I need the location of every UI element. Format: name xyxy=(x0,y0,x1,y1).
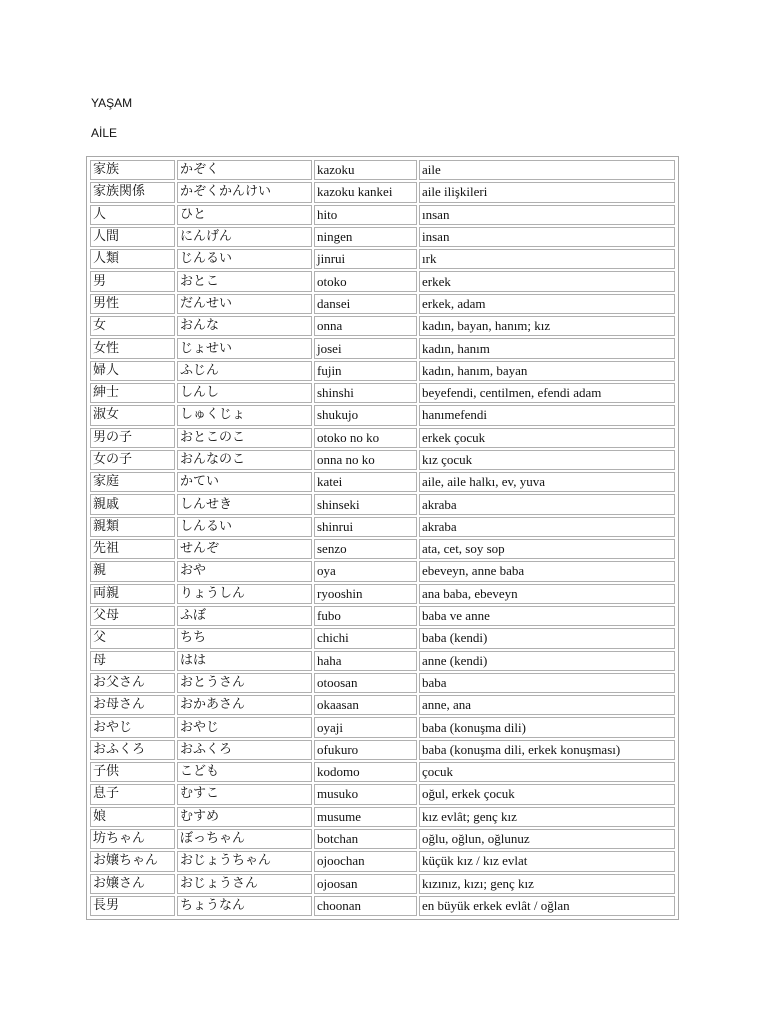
kana-cell: じんるい xyxy=(177,249,312,269)
kanji-cell: 男 xyxy=(90,271,175,291)
kanji-cell: 人類 xyxy=(90,249,175,269)
table-row xyxy=(90,561,675,581)
kana-cell: ちょうなん xyxy=(177,896,312,916)
romaji-cell: ofukuro xyxy=(314,740,417,760)
table-row xyxy=(90,383,675,403)
meaning-cell: akraba xyxy=(419,494,675,514)
kana-cell: おんな xyxy=(177,316,312,336)
table-row xyxy=(90,695,675,715)
kana-cell: おかあさん xyxy=(177,695,312,715)
table-row xyxy=(90,651,675,671)
kanji-cell: 両親 xyxy=(90,584,175,604)
meaning-cell: baba xyxy=(419,673,675,693)
kanji-cell: 母 xyxy=(90,651,175,671)
kanji-cell: 先祖 xyxy=(90,539,175,559)
romaji-cell: okaasan xyxy=(314,695,417,715)
romaji-cell: otoko xyxy=(314,271,417,291)
romaji-cell: shinrui xyxy=(314,517,417,537)
kana-cell: しんるい xyxy=(177,517,312,537)
romaji-cell: onna xyxy=(314,316,417,336)
section-title: YAŞAM xyxy=(91,96,133,110)
meaning-cell: kız çocuk xyxy=(419,450,675,470)
kana-cell: しんせき xyxy=(177,494,312,514)
kanji-cell: 子供 xyxy=(90,762,175,782)
table-row xyxy=(90,428,675,448)
kana-cell: おとうさん xyxy=(177,673,312,693)
meaning-cell: aile xyxy=(419,160,675,180)
meaning-cell: kadın, hanım, bayan xyxy=(419,361,675,381)
meaning-cell: ana baba, ebeveyn xyxy=(419,584,675,604)
romaji-cell: oya xyxy=(314,561,417,581)
meaning-cell: insan xyxy=(419,227,675,247)
kanji-cell: お母さん xyxy=(90,695,175,715)
kanji-cell: 親戚 xyxy=(90,494,175,514)
table-row xyxy=(90,539,675,559)
table-row xyxy=(90,807,675,827)
meaning-cell: baba (kendi) xyxy=(419,628,675,648)
table-row xyxy=(90,450,675,470)
romaji-cell: fujin xyxy=(314,361,417,381)
table-row xyxy=(90,896,675,916)
meaning-cell: küçük kız / kız evlat xyxy=(419,851,675,871)
table-row xyxy=(90,205,675,225)
table-row xyxy=(90,160,675,180)
romaji-cell: jinrui xyxy=(314,249,417,269)
kanji-cell: 婦人 xyxy=(90,361,175,381)
table-row xyxy=(90,182,675,202)
romaji-cell: ojoochan xyxy=(314,851,417,871)
table-row xyxy=(90,316,675,336)
kana-cell: おじょうさん xyxy=(177,874,312,894)
vocabulary-table-body xyxy=(90,160,675,916)
kanji-cell: 坊ちゃん xyxy=(90,829,175,849)
kana-cell: かぞく xyxy=(177,160,312,180)
romaji-cell: fubo xyxy=(314,606,417,626)
romaji-cell: shinshi xyxy=(314,383,417,403)
table-row xyxy=(90,405,675,425)
table-row xyxy=(90,517,675,537)
kanji-cell: 男性 xyxy=(90,294,175,314)
kana-cell: しんし xyxy=(177,383,312,403)
kana-cell: じょせい xyxy=(177,338,312,358)
romaji-cell: josei xyxy=(314,338,417,358)
kanji-cell: 女の子 xyxy=(90,450,175,470)
romaji-cell: ningen xyxy=(314,227,417,247)
meaning-cell: baba ve anne xyxy=(419,606,675,626)
romaji-cell: senzo xyxy=(314,539,417,559)
kana-cell: だんせい xyxy=(177,294,312,314)
meaning-cell: kadın, hanım xyxy=(419,338,675,358)
kana-cell: かてい xyxy=(177,472,312,492)
table-row xyxy=(90,249,675,269)
romaji-cell: otoosan xyxy=(314,673,417,693)
meaning-cell: anne (kendi) xyxy=(419,651,675,671)
romaji-cell: kazoku kankei xyxy=(314,182,417,202)
meaning-cell: erkek, adam xyxy=(419,294,675,314)
kanji-cell: 娘 xyxy=(90,807,175,827)
kana-cell: おとこのこ xyxy=(177,428,312,448)
kanji-cell: 長男 xyxy=(90,896,175,916)
romaji-cell: katei xyxy=(314,472,417,492)
meaning-cell: kız evlât; genç kız xyxy=(419,807,675,827)
meaning-cell: ata, cet, soy sop xyxy=(419,539,675,559)
kanji-cell: 紳士 xyxy=(90,383,175,403)
kana-cell: むすめ xyxy=(177,807,312,827)
kanji-cell: お嬢ちゃん xyxy=(90,851,175,871)
kanji-cell: 親類 xyxy=(90,517,175,537)
table-row xyxy=(90,584,675,604)
meaning-cell: oğlu, oğlun, oğlunuz xyxy=(419,829,675,849)
romaji-cell: musume xyxy=(314,807,417,827)
kanji-cell: 女 xyxy=(90,316,175,336)
table-row xyxy=(90,717,675,737)
kana-cell: おんなのこ xyxy=(177,450,312,470)
meaning-cell: aile ilişkileri xyxy=(419,182,675,202)
meaning-cell: ebeveyn, anne baba xyxy=(419,561,675,581)
table-row xyxy=(90,740,675,760)
meaning-cell: erkek xyxy=(419,271,675,291)
table-row xyxy=(90,874,675,894)
table-row xyxy=(90,361,675,381)
meaning-cell: hanımefendi xyxy=(419,405,675,425)
kanji-cell: お父さん xyxy=(90,673,175,693)
meaning-cell: aile, aile halkı, ev, yuva xyxy=(419,472,675,492)
table-row xyxy=(90,271,675,291)
kana-cell: ちち xyxy=(177,628,312,648)
romaji-cell: onna no ko xyxy=(314,450,417,470)
table-row xyxy=(90,628,675,648)
kana-cell: ふじん xyxy=(177,361,312,381)
meaning-cell: baba (konuşma dili, erkek konuşması) xyxy=(419,740,675,760)
kana-cell: おや xyxy=(177,561,312,581)
vocabulary-table xyxy=(88,158,677,918)
table-row xyxy=(90,294,675,314)
table-row xyxy=(90,829,675,849)
kanji-cell: お嬢さん xyxy=(90,874,175,894)
meaning-cell: akraba xyxy=(419,517,675,537)
romaji-cell: oyaji xyxy=(314,717,417,737)
kanji-cell: 家庭 xyxy=(90,472,175,492)
meaning-cell: oğul, erkek çocuk xyxy=(419,784,675,804)
kana-cell: はは xyxy=(177,651,312,671)
kanji-cell: 父 xyxy=(90,628,175,648)
table-row xyxy=(90,227,675,247)
kanji-cell: 女性 xyxy=(90,338,175,358)
kanji-cell: 家族 xyxy=(90,160,175,180)
romaji-cell: dansei xyxy=(314,294,417,314)
kanji-cell: 息子 xyxy=(90,784,175,804)
kanji-cell: 男の子 xyxy=(90,428,175,448)
romaji-cell: haha xyxy=(314,651,417,671)
table-row xyxy=(90,851,675,871)
subsection-title: AİLE xyxy=(91,126,118,140)
table-row xyxy=(90,673,675,693)
kana-cell: こども xyxy=(177,762,312,782)
meaning-cell: beyefendi, centilmen, efendi adam xyxy=(419,383,675,403)
kanji-cell: おやじ xyxy=(90,717,175,737)
table-row xyxy=(90,606,675,626)
kana-cell: しゅくじょ xyxy=(177,405,312,425)
kanji-cell: 家族関係 xyxy=(90,182,175,202)
kana-cell: かぞくかんけい xyxy=(177,182,312,202)
kanji-cell: 人 xyxy=(90,205,175,225)
romaji-cell: hito xyxy=(314,205,417,225)
kana-cell: おとこ xyxy=(177,271,312,291)
romaji-cell: musuko xyxy=(314,784,417,804)
table-row xyxy=(90,494,675,514)
romaji-cell: shinseki xyxy=(314,494,417,514)
kana-cell: おじょうちゃん xyxy=(177,851,312,871)
table-row xyxy=(90,338,675,358)
romaji-cell: otoko no ko xyxy=(314,428,417,448)
table-row xyxy=(90,762,675,782)
kana-cell: ひと xyxy=(177,205,312,225)
kanji-cell: 人間 xyxy=(90,227,175,247)
kanji-cell: 淑女 xyxy=(90,405,175,425)
table-row xyxy=(90,784,675,804)
kana-cell: せんぞ xyxy=(177,539,312,559)
kana-cell: むすこ xyxy=(177,784,312,804)
romaji-cell: botchan xyxy=(314,829,417,849)
kana-cell: りょうしん xyxy=(177,584,312,604)
romaji-cell: ryooshin xyxy=(314,584,417,604)
kanji-cell: 親 xyxy=(90,561,175,581)
table-row xyxy=(90,472,675,492)
kana-cell: ふぼ xyxy=(177,606,312,626)
meaning-cell: en büyük erkek evlât / oğlan xyxy=(419,896,675,916)
kana-cell: ぼっちゃん xyxy=(177,829,312,849)
romaji-cell: choonan xyxy=(314,896,417,916)
meaning-cell: ınsan xyxy=(419,205,675,225)
kanji-cell: おふくろ xyxy=(90,740,175,760)
meaning-cell: ırk xyxy=(419,249,675,269)
kanji-cell: 父母 xyxy=(90,606,175,626)
romaji-cell: shukujo xyxy=(314,405,417,425)
romaji-cell: chichi xyxy=(314,628,417,648)
kana-cell: おふくろ xyxy=(177,740,312,760)
kana-cell: おやじ xyxy=(177,717,312,737)
meaning-cell: baba (konuşma dili) xyxy=(419,717,675,737)
meaning-cell: çocuk xyxy=(419,762,675,782)
meaning-cell: kadın, bayan, hanım; kız xyxy=(419,316,675,336)
romaji-cell: kazoku xyxy=(314,160,417,180)
romaji-cell: kodomo xyxy=(314,762,417,782)
meaning-cell: kızınız, kızı; genç kız xyxy=(419,874,675,894)
meaning-cell: erkek çocuk xyxy=(419,428,675,448)
romaji-cell: ojoosan xyxy=(314,874,417,894)
meaning-cell: anne, ana xyxy=(419,695,675,715)
kana-cell: にんげん xyxy=(177,227,312,247)
vocabulary-table-frame xyxy=(86,156,679,920)
